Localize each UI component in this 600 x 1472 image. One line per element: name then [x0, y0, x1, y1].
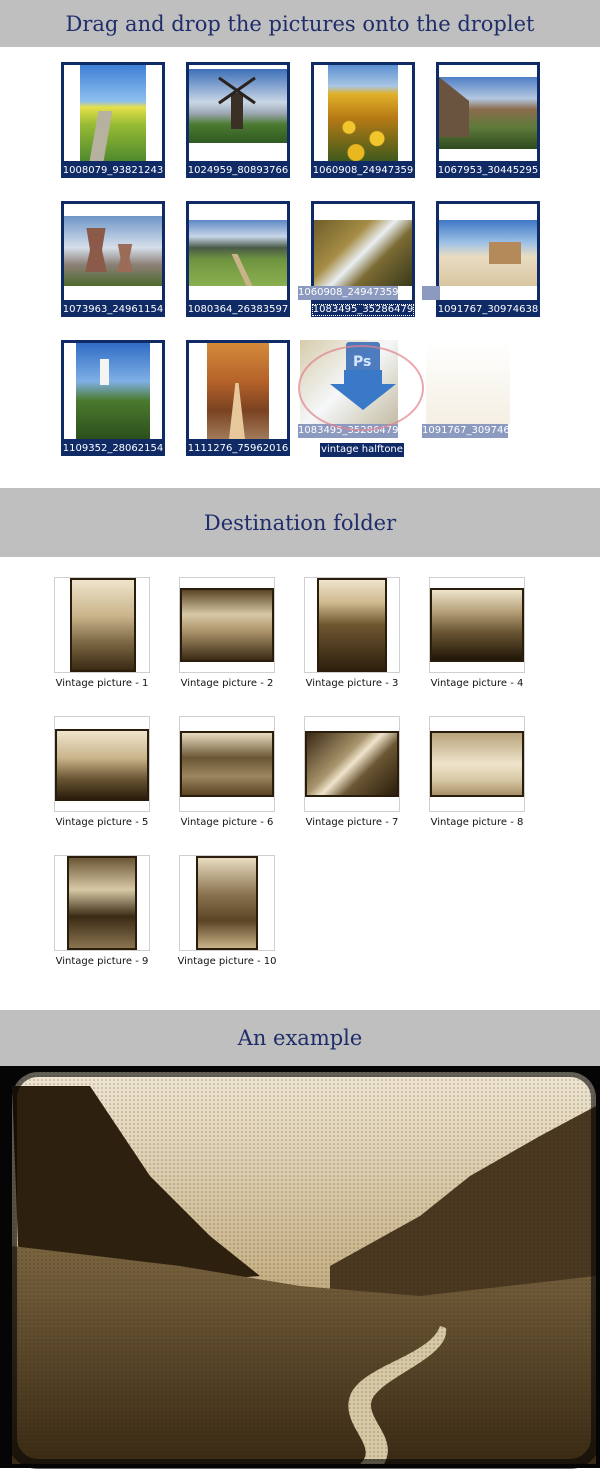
valley-thumbnail	[436, 62, 540, 164]
droplet-label[interactable]: vintage halftone	[321, 444, 403, 455]
file-label: 1080364_26383597	[187, 304, 289, 315]
drag-section-title: Drag and drop the pictures onto the droplet	[0, 0, 600, 47]
file-label: 1024959_80893766	[187, 165, 289, 176]
file-label: Vintage picture - 2	[180, 678, 274, 689]
destination-section-title: Destination folder	[0, 488, 600, 557]
windmill-thumbnail	[186, 62, 290, 164]
vintage-thumbnail	[304, 577, 400, 673]
file-label: Vintage picture - 7	[305, 817, 399, 828]
vintage-thumbnail	[54, 716, 150, 812]
file-label: Vintage picture - 4	[430, 678, 524, 689]
ghost-label: 1091767_30974638	[422, 425, 523, 436]
file-label: Vintage picture - 6	[180, 817, 274, 828]
vintage-thumbnail	[304, 716, 400, 812]
svg-text:Ps: Ps	[353, 354, 372, 370]
file-label: Vintage picture - 9	[55, 956, 149, 967]
file-label: Vintage picture - 10	[177, 956, 277, 967]
cooling-towers-thumbnail	[61, 201, 165, 303]
drop-target-highlight	[298, 345, 424, 431]
file-label: 1060908_24947359	[312, 165, 414, 176]
ghost-label	[422, 286, 440, 300]
file-label: 1109352_28062154	[62, 443, 164, 454]
file-label: Vintage picture - 8	[430, 817, 524, 828]
file-label: 1083495_35286479	[312, 304, 414, 315]
vintage-thumbnail	[179, 577, 275, 673]
vintage-thumbnail	[179, 716, 275, 812]
vintage-thumbnail	[54, 855, 150, 951]
vintage-thumbnail	[179, 855, 275, 951]
ghost-label: 1083495_35286479	[298, 425, 399, 436]
vintage-thumbnail	[54, 577, 150, 673]
autumn-avenue-thumbnail	[186, 340, 290, 442]
file-label: Vintage picture - 5	[55, 817, 149, 828]
file-label: Vintage picture - 1	[55, 678, 149, 689]
example-image	[0, 1066, 600, 1468]
lighthouse-thumbnail	[61, 340, 165, 442]
ghost-label: 1060908_24947359	[298, 287, 399, 298]
file-label: Vintage picture - 3	[305, 678, 399, 689]
example-section-title: An example	[0, 1010, 600, 1066]
desert-building-thumbnail	[436, 201, 540, 303]
vintage-thumbnail	[429, 716, 525, 812]
file-label: 1073963_24961154	[62, 304, 164, 315]
dragged-thumbnail	[426, 340, 510, 424]
file-label: 1067953_30445295	[437, 165, 539, 176]
sunflowers-thumbnail	[311, 62, 415, 164]
road-field-thumbnail	[61, 62, 165, 164]
vintage-thumbnail	[429, 577, 525, 673]
mountain-path-thumbnail	[186, 201, 290, 303]
file-label: 1008079_93821243	[62, 165, 164, 176]
file-label: 1091767_30974638	[437, 304, 539, 315]
file-label: 1111276_75962016	[187, 443, 289, 454]
